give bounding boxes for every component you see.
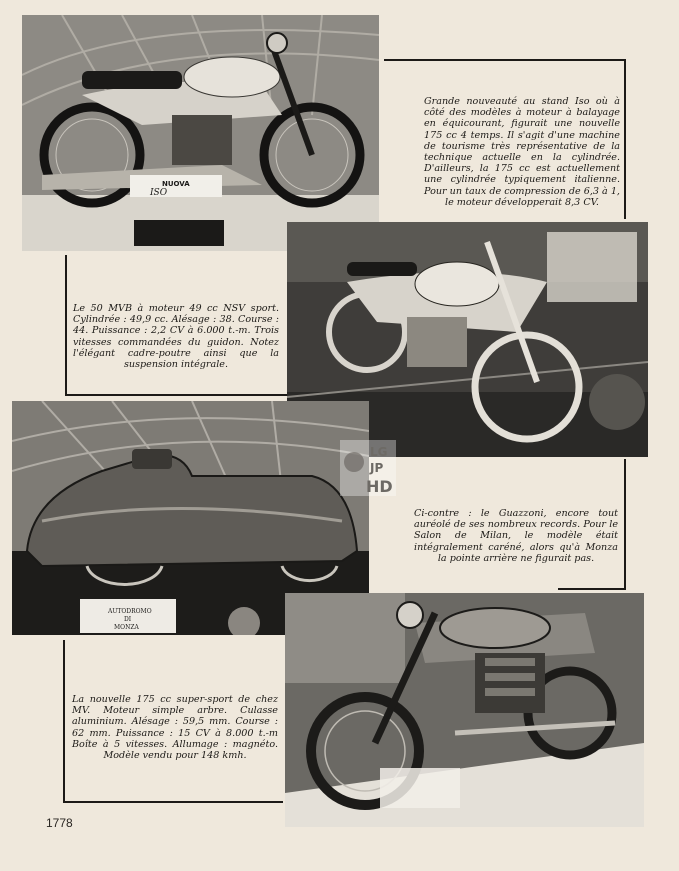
mvb-caption-rule-bottom [65,394,287,396]
mv-caption-rule-bottom [63,801,283,803]
nuova-sign-label: NUOVA [162,180,190,188]
guzzoni-caption-rule-right [624,459,626,589]
watermark-icon [340,440,396,496]
photo-mv-175 [285,593,644,827]
iso-motorcycle-illustration [22,15,379,251]
watermark-line-3: HD [366,477,393,496]
photo-iso-175 [22,15,379,251]
guzzoni-caption-rule-bottom [558,588,626,590]
caption-mvb-50: Le 50 MVB à moteur 49 cc NSV sport. Cylindrée : 49,9 cc. Alésage : 38. Course : 44. Puissance : 2,2 CV à 6.000 t.-m. Trois vitesses commandées du guidon. Notez l'élégant cadre-poutre ainsi que la suspension intégrale. [73,303,279,371]
watermark-line-2: JP [370,461,384,475]
mvb-caption-rule-left [65,255,67,395]
page-number: 1778 [46,816,73,830]
iso-sign-label: ISO [150,188,168,198]
caption-guzzoni: Ci-contre : le Guazzoni, encore tout auréolé de ses nombreux records. Pour le Salon de Milan, le modèle était intégralement caréné, alors qu'à Monza la pointe arrière ne figurait pas. [414,508,618,564]
di-sign-label: DI [124,616,132,623]
mv-motorcycle-illustration [285,593,644,827]
caption-iso-175: Grande nouveauté au stand Iso où à côté des modèles à moteur à balayage en équicourant, figurait une nouvelle 175 cc 4 temps. Il s'agit d'une machine de tourisme très représentative de la technique actuelle en la cylindrée. D'ailleurs, la 175 cc est actuellement une cylindrée typiquement italienne. Pour un taux de compression de 6,3 à 1, le moteur développerait 8,3 CV. [424,96,620,208]
watermark-line-1: LG [370,445,388,459]
monza-sign-label: MONZA [114,624,139,631]
caption-mv-175: La nouvelle 175 cc super-sport de chez MV. Moteur simple arbre. Culasse aluminium. Alésage : 59,5 mm. Course : 62 mm. Puissance : 15 CV à 8.000 t.-m Boîte à 5 vitesses. Allumage : magnéto. Modèle vendu pour 148 kmh. [72,694,278,762]
watermark-logo [340,440,396,496]
mv-caption-rule-left [63,640,65,802]
iso-caption-rule-right [624,59,626,219]
autodromo-sign-label: AUTODROMO [108,608,152,615]
iso-caption-rule-top [384,59,626,61]
